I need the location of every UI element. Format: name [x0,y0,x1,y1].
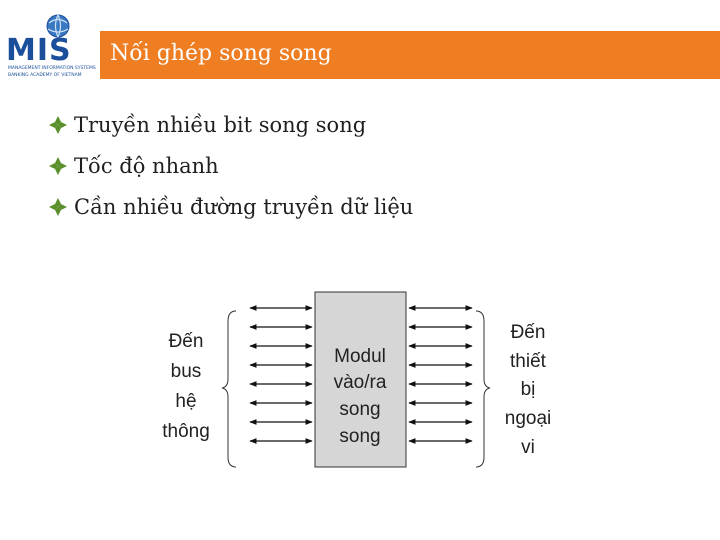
title-bar [100,31,720,79]
bullet-item [48,145,413,186]
bullet-item [48,104,413,145]
right-label-line: bị [520,379,536,400]
right-label-line: Đến [510,322,546,343]
bullet-list [48,104,413,227]
bullet-text: Tốc độ nhanh [74,153,219,178]
module-label-line: vào/ra [333,372,387,393]
left-brace [222,311,236,467]
module-label-line: song [339,399,381,420]
diamond-bullet-icon [48,197,68,217]
right-data-lines [409,308,472,441]
bullet-text: Truyền nhiều bit song song [74,112,367,137]
left-data-lines [250,308,312,441]
left-label-line: bus [170,361,202,382]
logo-sub-text-1: MANAGEMENT INFORMATION SYSTEMS [8,66,96,71]
right-label-line: vi [521,437,535,458]
diamond-bullet-icon [48,156,68,176]
logo-sub-text-2: BANKING ACADEMY OF VIETNAM [8,73,82,78]
logo-main-text: MIS [6,33,72,68]
bullet-item [48,186,413,227]
right-label-line: thiết [510,351,546,372]
mis-logo [4,8,100,80]
module-label-line: song [339,426,381,447]
page-title: Nối ghép song song [110,41,332,66]
right-label-line: ngoại [504,408,552,429]
diamond-bullet-icon [48,115,68,135]
left-label-line: thông [162,421,210,442]
parallel-io-diagram [150,285,570,475]
right-brace [476,311,490,467]
left-label-line: Đến [168,331,204,352]
module-label-line: Modul [334,346,386,367]
bullet-text: Cần nhiều đường truyền dữ liệu [74,194,414,219]
left-label-line: hệ [175,391,197,412]
